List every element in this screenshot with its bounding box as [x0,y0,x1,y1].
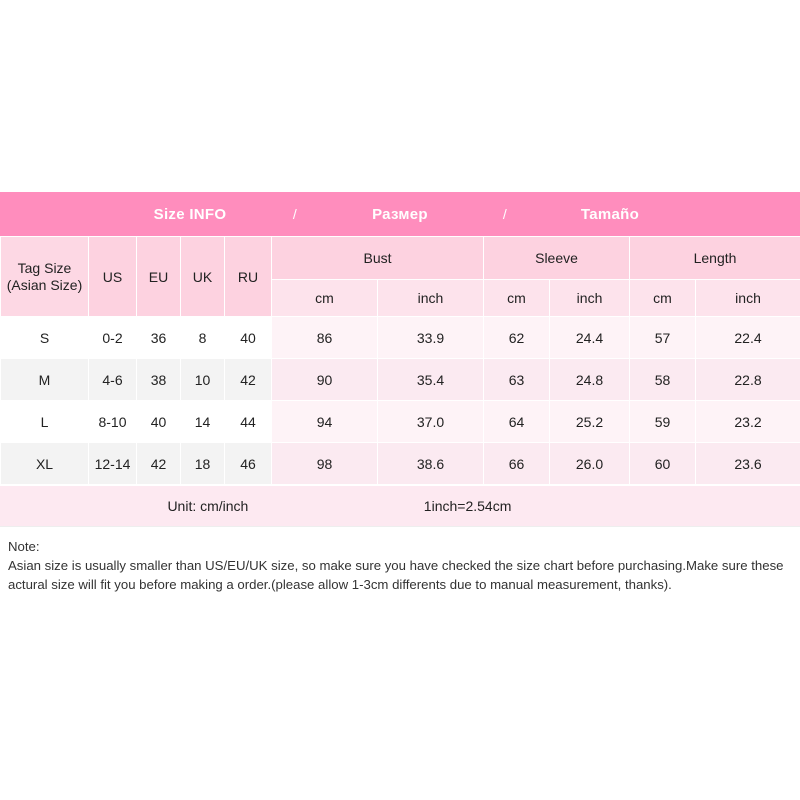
cell-bust-inch: 37.0 [378,401,484,443]
cell-length-inch: 23.6 [696,443,800,485]
header-col-eu: EU [137,237,181,317]
cell-eu: 38 [137,359,181,401]
cell-length-cm: 60 [630,443,696,485]
note-text: Asian size is usually smaller than US/EU/UK size, so make sure you have checked the size chart before purchasing.Make sure these actural size will fit you before making a order.(please allow 1-3cm differents due to manual measurement, thanks). [8,558,784,593]
cell-bust-cm: 90 [272,359,378,401]
cell-sleeve-inch: 25.2 [550,401,630,443]
cell-ru: 46 [225,443,272,485]
cell-uk: 18 [181,443,225,485]
table-row [1,401,800,443]
header-bust-cm: cm [272,280,378,317]
note-label: Note: [8,539,40,554]
cell-tag-size: L [1,401,89,443]
header-bust-inch: inch [378,280,484,317]
unit-row [0,485,800,526]
cell-tag-size: M [1,359,89,401]
cell-bust-cm: 98 [272,443,378,485]
cell-length-cm: 59 [630,401,696,443]
cell-sleeve-cm: 63 [484,359,550,401]
cell-uk: 8 [181,317,225,359]
header-col-uk: UK [181,237,225,317]
cell-eu: 42 [137,443,181,485]
cell-ru: 42 [225,359,272,401]
cell-us: 8-10 [89,401,137,443]
cell-length-cm: 57 [630,317,696,359]
cell-uk: 14 [181,401,225,443]
cell-sleeve-inch: 24.8 [550,359,630,401]
title-razmer: Размер [372,205,428,223]
cell-bust-inch: 35.4 [378,359,484,401]
cell-sleeve-inch: 24.4 [550,317,630,359]
cell-length-inch: 22.4 [696,317,800,359]
cell-bust-cm: 86 [272,317,378,359]
cell-bust-inch: 38.6 [378,443,484,485]
cell-tag-size: S [1,317,89,359]
header-sleeve-inch: inch [550,280,630,317]
header-group-bust: Bust [272,237,484,280]
cell-uk: 10 [181,359,225,401]
cell-bust-cm: 94 [272,401,378,443]
header-length-inch: inch [696,280,800,317]
cell-sleeve-cm: 64 [484,401,550,443]
header-tag-size-line1: Tag Size [17,260,72,277]
table-row [1,359,800,401]
cell-length-inch: 22.8 [696,359,800,401]
cell-length-cm: 58 [630,359,696,401]
cell-us: 12-14 [89,443,137,485]
title-separator-2: / [502,206,508,222]
header-group-sleeve: Sleeve [484,237,630,280]
title-tamano: Tamaño [580,205,640,223]
size-info-title-bar [0,192,800,236]
title-size-info: Size INFO [153,205,227,223]
cell-eu: 36 [137,317,181,359]
header-sleeve-cm: cm [484,280,550,317]
unit-label: Unit: cm/inch [167,498,249,514]
title-separator-1: / [292,206,298,222]
cell-eu: 40 [137,401,181,443]
conversion-label: 1inch=2.54cm [423,498,512,514]
table-row [1,443,800,485]
note-section [0,526,800,604]
table-row [1,317,800,359]
header-tag-size-line2: (Asian Size) [6,276,83,293]
cell-length-inch: 23.2 [696,401,800,443]
cell-sleeve-inch: 26.0 [550,443,630,485]
header-length-cm: cm [630,280,696,317]
header-col-us: US [89,237,137,317]
cell-us: 0-2 [89,317,137,359]
cell-sleeve-cm: 62 [484,317,550,359]
table-header-group-row [1,237,800,280]
header-tag-size [1,237,89,317]
cell-ru: 40 [225,317,272,359]
header-col-ru: RU [225,237,272,317]
cell-sleeve-cm: 66 [484,443,550,485]
cell-tag-size: XL [1,443,89,485]
header-group-length: Length [630,237,800,280]
cell-us: 4-6 [89,359,137,401]
size-chart [0,192,800,604]
cell-bust-inch: 33.9 [378,317,484,359]
size-table [0,236,800,485]
cell-ru: 44 [225,401,272,443]
